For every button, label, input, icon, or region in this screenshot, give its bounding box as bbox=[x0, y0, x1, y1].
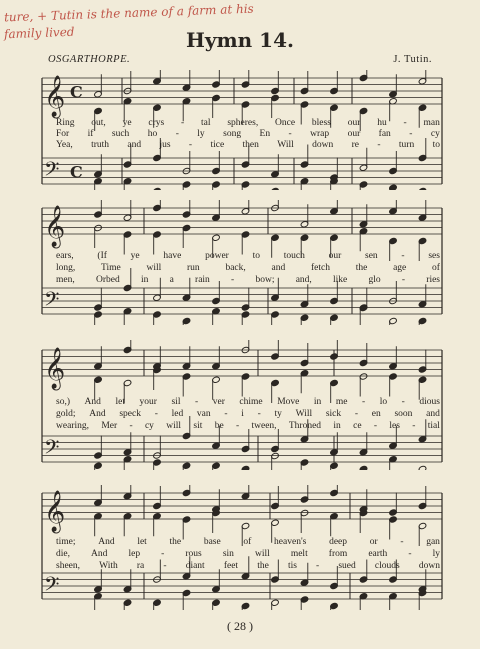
lyric-line bbox=[56, 250, 440, 262]
lyric-syllable: long, bbox=[56, 263, 76, 273]
lyric-syllable: - bbox=[400, 537, 404, 547]
lyric-syllable: lep bbox=[128, 549, 141, 559]
lyric-line bbox=[56, 420, 440, 432]
lyric-syllable: like bbox=[333, 275, 348, 285]
lyric-syllable: to bbox=[252, 251, 260, 261]
lyric-syllable: die, bbox=[56, 549, 70, 559]
lyric-syllable: then bbox=[242, 140, 259, 150]
lyric-syllable: - bbox=[401, 397, 405, 407]
lyric-syllable: our bbox=[328, 251, 342, 261]
hymn-title: Hymn 14. bbox=[186, 28, 294, 52]
lyric-syllable: the bbox=[257, 561, 269, 571]
lyric-syllable: En bbox=[259, 129, 271, 139]
lyric-syllable: power bbox=[205, 251, 229, 261]
lyric-syllable: Orbed bbox=[95, 275, 120, 285]
lyric-syllable: sen bbox=[365, 251, 378, 261]
lyric-syllable: will bbox=[254, 549, 270, 559]
lyric-syllable: Once bbox=[275, 118, 296, 128]
lyric-syllable: to bbox=[432, 140, 440, 150]
lyric-syllable: ver bbox=[212, 397, 225, 407]
note-head bbox=[418, 187, 427, 190]
lyric-syllable: - bbox=[129, 421, 133, 431]
lyric-syllable: - bbox=[195, 397, 199, 407]
lyric-syllable: bow; bbox=[255, 275, 275, 285]
lyric-syllable: back, bbox=[225, 263, 246, 273]
lyric-syllable: - bbox=[354, 409, 359, 419]
lyric-syllable: diant bbox=[185, 561, 205, 571]
lyric-syllable: sick bbox=[325, 409, 342, 419]
lyric-syllable: - bbox=[377, 140, 381, 150]
lyric-syllable: sheen, bbox=[56, 561, 81, 571]
lyric-syllable: - bbox=[257, 409, 261, 419]
lyric-syllable: - bbox=[373, 421, 378, 431]
bass-clef-icon: 𝄢 bbox=[44, 435, 60, 464]
lyric-syllable: Throned bbox=[288, 421, 322, 431]
lyric-line bbox=[56, 536, 440, 548]
lyric-syllable: ly bbox=[432, 549, 440, 559]
lyric-syllable: - bbox=[288, 129, 292, 139]
lyric-syllable: gan bbox=[426, 537, 440, 547]
lyric-syllable: - bbox=[161, 549, 165, 559]
lyric-syllable: speck bbox=[119, 409, 141, 419]
lyric-syllable: - bbox=[412, 421, 416, 431]
lyric-syllable: tween, bbox=[251, 421, 277, 431]
lyric-syllable: age bbox=[393, 263, 407, 273]
time-signature-icon: C bbox=[70, 162, 83, 182]
lyric-syllable: fetch bbox=[310, 263, 330, 273]
lyric-syllable: tal bbox=[201, 118, 211, 128]
lyric-syllable: - bbox=[362, 397, 366, 407]
lyric-syllable: or bbox=[369, 537, 378, 547]
lyric-syllable: sin bbox=[222, 549, 234, 559]
lyric-syllable: - bbox=[408, 549, 412, 559]
lyric-syllable: tial bbox=[427, 421, 440, 431]
handwritten-note-line-2: family lived bbox=[3, 24, 75, 42]
lyric-syllable: glo bbox=[368, 275, 381, 285]
lyric-syllable: tice bbox=[210, 140, 225, 150]
lyric-syllable: wrap bbox=[310, 129, 330, 139]
lyric-syllable: be bbox=[214, 421, 224, 431]
lyric-syllable: men, bbox=[56, 275, 75, 285]
note-head bbox=[153, 187, 162, 190]
lyric-syllable: Will bbox=[277, 140, 294, 150]
lyric-syllable: ye bbox=[130, 251, 140, 261]
lyric-syllable: spheres, bbox=[227, 118, 259, 128]
lyric-syllable: the bbox=[355, 263, 368, 273]
lyric-syllable: me bbox=[335, 397, 348, 407]
lyric-syllable: from bbox=[328, 549, 348, 559]
lyric-syllable: With bbox=[99, 561, 118, 571]
lyric-syllable: And bbox=[84, 397, 101, 407]
treble-clef-icon: 𝄞 bbox=[44, 206, 66, 247]
lyric-syllable: down bbox=[312, 140, 334, 150]
lyric-syllable: of bbox=[432, 263, 440, 273]
lyric-syllable: rain bbox=[195, 275, 210, 285]
lyric-syllable: Move bbox=[277, 397, 300, 407]
lyric-syllable: a bbox=[169, 275, 174, 285]
lyric-syllable: (If bbox=[97, 251, 107, 261]
lyric-syllable: clouds bbox=[374, 561, 400, 571]
lyric-syllable: - bbox=[188, 140, 193, 150]
lyric-syllable: melt bbox=[290, 549, 308, 559]
lyric-syllable: such bbox=[111, 129, 130, 139]
lyric-syllable: - bbox=[401, 251, 405, 261]
lyric-syllable: will bbox=[146, 263, 162, 273]
lyric-syllable: and bbox=[127, 140, 142, 150]
lyric-line bbox=[56, 560, 440, 572]
lyric-line bbox=[56, 262, 440, 274]
lyric-syllable: in bbox=[140, 275, 149, 285]
lyric-syllable: let bbox=[137, 537, 147, 547]
lyric-syllable: ries bbox=[426, 275, 440, 285]
lyric-line bbox=[56, 396, 440, 408]
lyric-syllable: deep bbox=[329, 537, 347, 547]
lyric-syllable: sued bbox=[338, 561, 356, 571]
lyric-syllable: our bbox=[347, 118, 361, 128]
lyric-syllable: heaven's bbox=[274, 537, 307, 547]
lyric-syllable: i bbox=[241, 409, 244, 419]
lyric-syllable: cy bbox=[144, 421, 154, 431]
lyric-line bbox=[56, 548, 440, 560]
lyric-syllable: let bbox=[115, 397, 125, 407]
lyric-syllable: - bbox=[401, 275, 406, 285]
lyric-syllable: hu bbox=[377, 118, 387, 128]
lyric-syllable: your bbox=[139, 397, 157, 407]
lyric-syllable: will bbox=[166, 421, 182, 431]
handwritten-note-line-1: ture, + Tutin is the name of a farm at his bbox=[3, 1, 254, 25]
lyric-syllable: and bbox=[271, 263, 286, 273]
lyric-syllable: les bbox=[389, 421, 400, 431]
lyric-syllable: man bbox=[423, 118, 440, 128]
lyric-syllable: soon bbox=[394, 409, 413, 419]
lyric-line bbox=[56, 408, 440, 420]
lyric-syllable: time; bbox=[56, 537, 76, 547]
lyric-syllable: tis bbox=[287, 561, 297, 571]
lyric-syllable: ty bbox=[274, 409, 282, 419]
lyric-syllable: so,) bbox=[56, 397, 70, 407]
lyric-syllable: fan bbox=[378, 129, 391, 139]
lyric-syllable: Mer bbox=[101, 421, 118, 431]
lyric-syllable: led bbox=[171, 409, 184, 419]
lyric-syllable: bless bbox=[311, 118, 331, 128]
lyric-syllable: out, bbox=[91, 118, 106, 128]
lyric-syllable: wearing, bbox=[56, 421, 89, 431]
note-head bbox=[271, 187, 280, 190]
lyric-syllable: - bbox=[403, 118, 407, 128]
bass-clef-icon: 𝄢 bbox=[44, 572, 60, 601]
lyric-syllable: sit bbox=[193, 421, 203, 431]
lyric-syllable: rous bbox=[185, 549, 202, 559]
composer-name: J. Tutin. bbox=[393, 54, 432, 65]
lyric-syllable: For bbox=[56, 129, 70, 139]
treble-clef-icon: 𝄞 bbox=[44, 348, 66, 389]
lyric-syllable: And bbox=[89, 409, 106, 419]
lyric-syllable: Will bbox=[295, 409, 313, 419]
lyric-syllable: lo bbox=[379, 397, 388, 407]
bass-clef-icon: 𝄢 bbox=[44, 287, 60, 316]
tune-name: OSGARTHORPE. bbox=[48, 54, 131, 65]
lyric-syllable: dious bbox=[419, 397, 440, 407]
lyric-syllable: - bbox=[231, 275, 235, 285]
lyric-syllable: - bbox=[316, 561, 320, 571]
treble-clef-icon: 𝄞 bbox=[44, 491, 66, 532]
lyric-syllable: - bbox=[235, 421, 240, 431]
lyric-syllable: feet bbox=[223, 561, 239, 571]
treble-clef-icon: 𝄞 bbox=[44, 76, 66, 117]
lyric-syllable: in bbox=[333, 421, 341, 431]
lyric-syllable: and, bbox=[295, 275, 312, 285]
lyric-syllable: have bbox=[163, 251, 182, 261]
lyric-syllable: our bbox=[347, 129, 361, 139]
lyric-line bbox=[56, 139, 440, 151]
lyric-syllable: - bbox=[409, 129, 413, 139]
lyric-syllable: down bbox=[418, 561, 440, 571]
lyric-syllable: turn bbox=[398, 140, 415, 150]
lyric-syllable: ce bbox=[353, 421, 362, 431]
lyric-syllable: - bbox=[224, 409, 228, 419]
lyric-syllable: And bbox=[98, 537, 115, 547]
lyric-syllable: if bbox=[87, 129, 94, 139]
lyric-syllable: chime bbox=[239, 397, 263, 407]
lyric-syllable: Time bbox=[101, 263, 121, 273]
lyric-syllable: ra bbox=[136, 561, 145, 571]
time-signature-icon: C bbox=[70, 82, 83, 102]
lyric-syllable: ly bbox=[197, 129, 205, 139]
lyric-syllable: the bbox=[169, 537, 182, 547]
bass-clef-icon: 𝄢 bbox=[44, 157, 60, 186]
lyric-syllable: base bbox=[203, 537, 221, 547]
lyric-syllable: crys bbox=[148, 118, 165, 128]
lyric-syllable: ses bbox=[428, 251, 440, 261]
lyric-syllable: ears, bbox=[56, 251, 74, 261]
lyric-syllable: run bbox=[187, 263, 200, 273]
lyric-syllable: touch bbox=[283, 251, 305, 261]
lyric-syllable: sil bbox=[171, 397, 181, 407]
lyric-syllable: - bbox=[181, 118, 185, 128]
lyric-syllable: van bbox=[196, 409, 211, 419]
lyric-syllable: ye bbox=[122, 118, 132, 128]
lyric-syllable: re bbox=[351, 140, 359, 150]
lyric-syllable: and bbox=[426, 409, 440, 419]
page-number: ( 28 ) bbox=[227, 619, 253, 633]
lyric-syllable: cy bbox=[430, 129, 440, 139]
lyric-syllable: truth bbox=[91, 140, 110, 150]
lyric-syllable: - bbox=[154, 409, 158, 419]
lyric-syllable: - bbox=[163, 561, 167, 571]
lyric-syllable: And bbox=[91, 549, 108, 559]
lyric-syllable: en bbox=[371, 409, 381, 419]
lyric-syllable: Ring bbox=[56, 118, 75, 128]
lyric-syllable: gold; bbox=[56, 409, 76, 419]
lyric-syllable: in bbox=[313, 397, 322, 407]
lyric-syllable: - bbox=[175, 129, 179, 139]
lyric-syllable: Yea, bbox=[56, 140, 73, 150]
lyric-syllable: ho bbox=[147, 129, 158, 139]
lyric-syllable: of bbox=[243, 537, 252, 547]
lyric-syllable: jus bbox=[159, 140, 171, 150]
lyric-syllable: song bbox=[223, 129, 242, 139]
lyric-line bbox=[56, 274, 440, 286]
lyric-syllable: earth bbox=[368, 549, 388, 559]
